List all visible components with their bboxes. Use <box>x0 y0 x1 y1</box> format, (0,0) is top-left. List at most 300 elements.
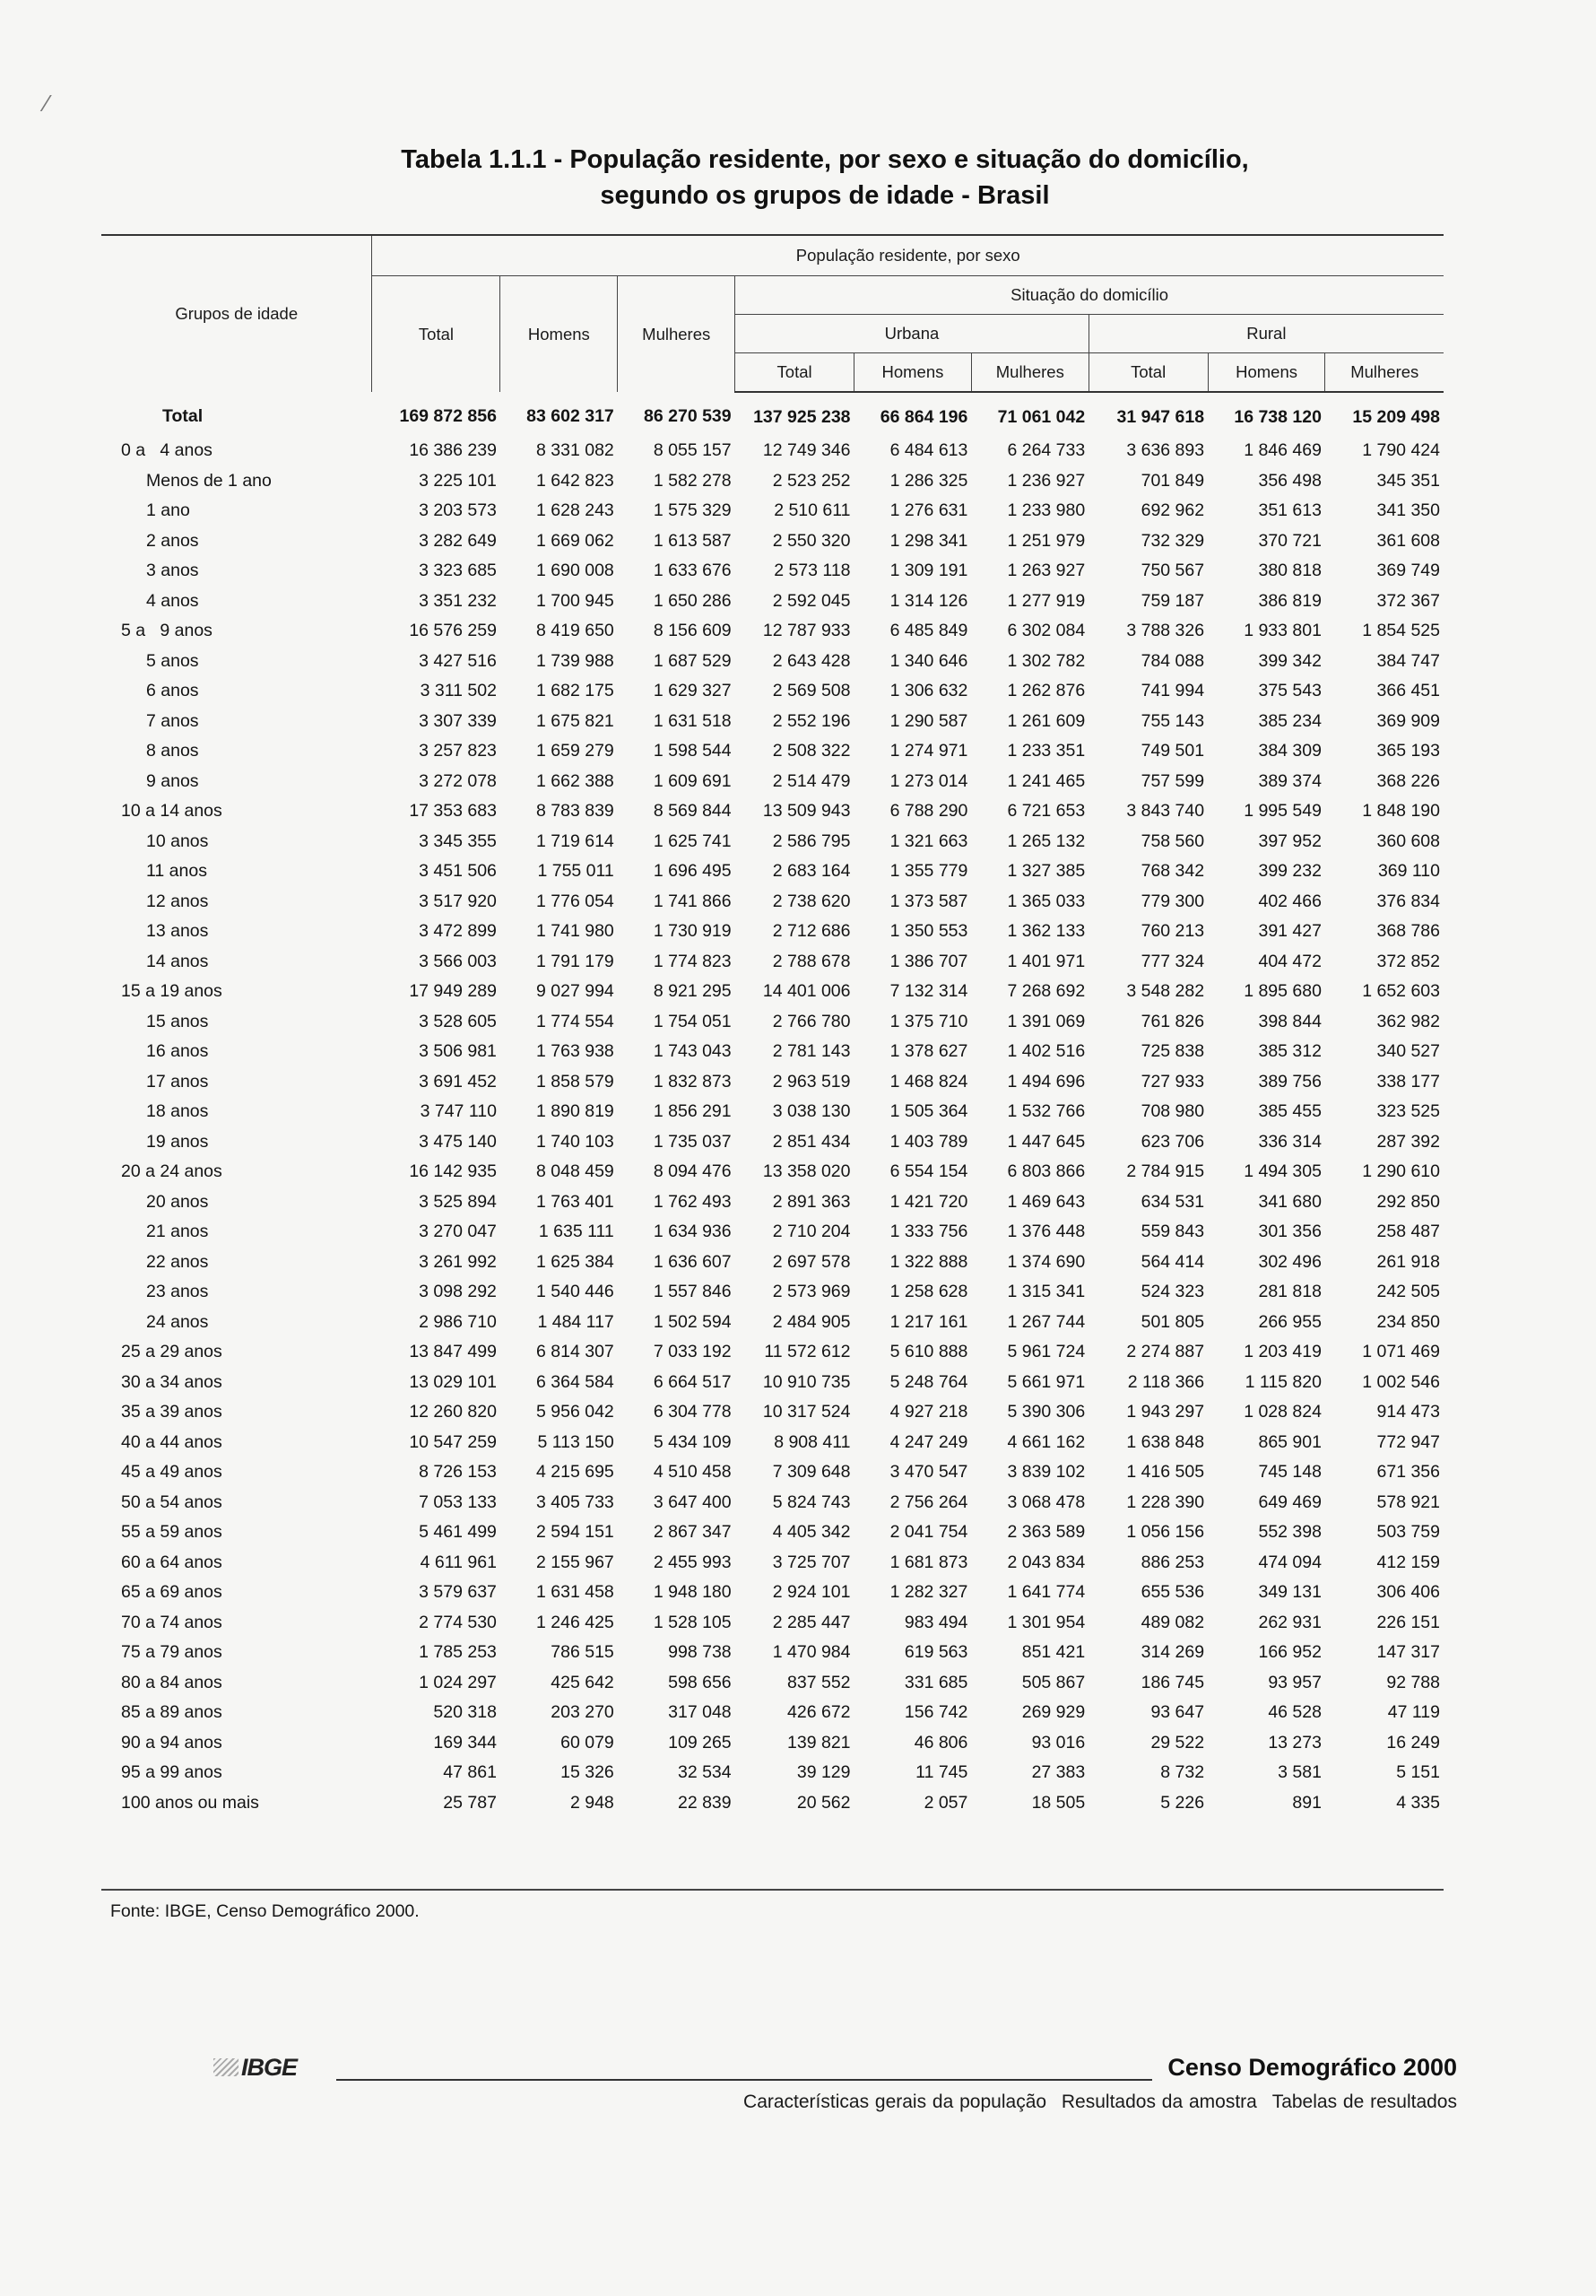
cell-urbana-mulheres: 1 532 766 <box>1007 1101 1086 1122</box>
page-title <box>0 142 1596 213</box>
cell-urbana-total: 2 586 795 <box>772 831 851 851</box>
cell-rural-homens: 13 273 <box>1268 1732 1322 1752</box>
cell-rural-homens: 1 115 820 <box>1245 1371 1322 1392</box>
cell-total: 3 282 649 <box>419 530 497 551</box>
cell-rural-homens: 1 995 549 <box>1244 801 1322 822</box>
cell-total: 17 949 289 <box>409 981 497 1002</box>
cell-urbana-homens: 1 333 756 <box>889 1222 968 1242</box>
cell-urbana-mulheres: 1 469 643 <box>1007 1191 1086 1212</box>
cell-total: 5 461 499 <box>419 1522 497 1543</box>
cell-urbana-homens: 2 041 754 <box>889 1522 968 1543</box>
cell-rural-mulheres: 368 786 <box>1376 921 1440 942</box>
table-row <box>101 1037 1444 1067</box>
age-group-label: 85 a 89 anos <box>121 1702 222 1723</box>
table-row <box>101 1578 1444 1608</box>
cell-urbana-total: 2 643 428 <box>772 650 851 671</box>
cell-rural-mulheres: 503 759 <box>1376 1522 1440 1543</box>
cell-urbana-homens: 1 386 707 <box>889 951 968 971</box>
header-urbana: Urbana <box>735 315 1089 353</box>
cell-homens: 8 048 459 <box>536 1161 614 1182</box>
cell-rural-homens: 384 309 <box>1258 741 1322 761</box>
cell-rural-total: 2 118 366 <box>1127 1371 1205 1392</box>
cell-urbana-total: 14 401 006 <box>762 981 851 1002</box>
cell-rural-mulheres: 242 505 <box>1376 1282 1440 1302</box>
cell-rural-total: 1 943 297 <box>1126 1402 1205 1422</box>
cell-total: 4 611 961 <box>420 1552 497 1572</box>
cell-rural-homens: 1 933 801 <box>1244 621 1322 641</box>
cell-homens: 1 791 179 <box>536 951 614 971</box>
cell-mulheres: 1 832 873 <box>653 1071 732 1091</box>
cell-homens: 9 027 994 <box>536 981 614 1002</box>
cell-rural-homens: 1 028 824 <box>1244 1402 1322 1422</box>
cell-rural-total: 750 567 <box>1141 561 1205 581</box>
cell-urbana-mulheres: 6 264 733 <box>1007 440 1086 461</box>
table-row <box>101 1007 1444 1038</box>
cell-mulheres: 1 687 529 <box>653 650 732 671</box>
cell-mulheres: 2 867 347 <box>653 1522 732 1543</box>
table-row <box>101 436 1444 466</box>
cell-homens: 1 659 279 <box>536 741 614 761</box>
cell-mulheres: 8 094 476 <box>653 1161 732 1182</box>
table-row-total <box>101 392 1444 436</box>
cell-rural-total: 564 414 <box>1141 1251 1205 1272</box>
cell-urbana-homens: 331 685 <box>904 1672 968 1692</box>
cell-urbana-homens: 1 350 553 <box>889 921 968 942</box>
cell-total: 3 307 339 <box>419 710 497 731</box>
cell-rural-total: 886 253 <box>1141 1552 1205 1572</box>
cell-rural-homens: 336 314 <box>1258 1131 1322 1152</box>
cell-urbana-mulheres: 1 365 033 <box>1007 891 1086 911</box>
cell-total: 3 257 823 <box>419 741 497 761</box>
table-row <box>101 1277 1444 1308</box>
cell-mulheres: 317 048 <box>668 1702 732 1723</box>
cell-homens: 5 956 042 <box>536 1402 614 1422</box>
cell-urbana-homens: 5 248 764 <box>889 1371 968 1392</box>
age-group-label: 2 anos <box>146 530 199 551</box>
cell-total: 17 353 683 <box>409 801 497 822</box>
cell-rural-homens: 302 496 <box>1258 1251 1322 1272</box>
cell-rural-total: 759 187 <box>1141 590 1205 611</box>
cell-urbana-homens: 1 375 710 <box>889 1011 968 1031</box>
cell-homens: 2 948 <box>569 1792 614 1813</box>
cell-urbana-mulheres: 505 867 <box>1021 1672 1086 1692</box>
header-urbana-mulheres: Mulheres <box>971 353 1089 393</box>
cell-rural-homens: 389 374 <box>1258 770 1322 791</box>
cell-rural-total: 31 947 618 <box>1116 406 1205 427</box>
cell-total: 3 225 101 <box>419 470 497 491</box>
cell-rural-mulheres: 261 918 <box>1376 1251 1440 1272</box>
cell-rural-total: 768 342 <box>1141 861 1205 882</box>
cell-rural-mulheres: 1 290 610 <box>1362 1161 1440 1182</box>
cell-rural-mulheres: 372 852 <box>1376 951 1440 971</box>
cell-homens: 1 763 401 <box>536 1191 614 1212</box>
cell-total: 16 386 239 <box>409 440 497 461</box>
age-group-label: 19 anos <box>146 1131 209 1152</box>
cell-urbana-total: 2 683 164 <box>772 861 851 882</box>
cell-rural-homens: 385 455 <box>1258 1101 1322 1122</box>
age-group-label: 65 a 69 anos <box>121 1582 222 1603</box>
cell-rural-mulheres: 323 525 <box>1376 1101 1440 1122</box>
cell-homens: 2 594 151 <box>536 1522 614 1543</box>
cell-urbana-total: 2 573 118 <box>774 561 851 581</box>
cell-mulheres: 1 856 291 <box>653 1101 732 1122</box>
header-mulheres: Mulheres <box>618 276 735 393</box>
cell-rural-mulheres: 341 350 <box>1376 500 1440 521</box>
cell-urbana-total: 4 405 342 <box>772 1522 851 1543</box>
cell-urbana-homens: 1 373 587 <box>889 891 968 911</box>
table-row <box>101 707 1444 737</box>
cell-mulheres: 998 738 <box>668 1642 732 1663</box>
cell-urbana-homens: 3 470 547 <box>889 1462 968 1483</box>
table-row <box>101 1248 1444 1278</box>
cell-urbana-homens: 6 554 154 <box>889 1161 968 1182</box>
cell-rural-homens: 389 756 <box>1258 1071 1322 1091</box>
cell-mulheres: 1 735 037 <box>653 1131 732 1152</box>
cell-mulheres: 1 528 105 <box>653 1612 732 1632</box>
table-row <box>101 767 1444 797</box>
cell-urbana-homens: 11 745 <box>915 1762 968 1783</box>
cell-urbana-mulheres: 1 315 341 <box>1007 1282 1086 1302</box>
cell-rural-total: 2 784 915 <box>1126 1161 1205 1182</box>
cell-urbana-mulheres: 1 267 744 <box>1007 1311 1086 1332</box>
cell-homens: 15 326 <box>560 1762 614 1783</box>
cell-rural-homens: 397 952 <box>1258 831 1322 851</box>
cell-homens: 1 540 446 <box>536 1282 614 1302</box>
table-row <box>101 1728 1444 1759</box>
cell-rural-mulheres: 1 848 190 <box>1362 801 1440 822</box>
cell-rural-homens: 385 312 <box>1258 1041 1322 1062</box>
age-group-label: 1 ano <box>146 500 190 521</box>
table-row <box>101 616 1444 647</box>
cell-urbana-homens: 1 274 971 <box>889 741 968 761</box>
cell-urbana-mulheres: 269 929 <box>1021 1702 1086 1723</box>
cell-homens: 8 331 082 <box>536 440 614 461</box>
cell-rural-total: 779 300 <box>1141 891 1205 911</box>
cell-rural-homens: 341 680 <box>1258 1191 1322 1212</box>
header-total: Total <box>372 276 500 393</box>
age-group-label: 6 anos <box>146 681 199 701</box>
cell-urbana-mulheres: 3 068 478 <box>1007 1492 1086 1512</box>
age-group-label: 20 a 24 anos <box>121 1161 222 1182</box>
cell-urbana-homens: 1 286 325 <box>889 470 968 491</box>
cell-rural-homens: 375 543 <box>1258 681 1322 701</box>
cell-urbana-homens: 1 505 364 <box>889 1101 968 1122</box>
cell-urbana-homens: 1 276 631 <box>889 500 968 521</box>
cell-rural-mulheres: 372 367 <box>1376 590 1440 611</box>
table-row <box>101 947 1444 978</box>
cell-rural-total: 1 228 390 <box>1126 1492 1205 1512</box>
cell-rural-mulheres: 4 335 <box>1396 1792 1440 1813</box>
cell-rural-mulheres: 1 652 603 <box>1362 981 1440 1002</box>
cell-urbana-total: 137 925 238 <box>753 406 851 427</box>
cell-urbana-total: 39 129 <box>796 1762 851 1783</box>
cell-mulheres: 1 948 180 <box>653 1582 732 1603</box>
cell-total: 169 344 <box>433 1732 497 1752</box>
age-group-label: 3 anos <box>146 561 199 581</box>
cell-total: 3 270 047 <box>419 1222 497 1242</box>
cell-urbana-homens: 1 298 341 <box>889 530 968 551</box>
cell-urbana-total: 426 672 <box>787 1702 851 1723</box>
cell-rural-total: 501 805 <box>1141 1311 1205 1332</box>
cell-urbana-mulheres: 18 505 <box>1031 1792 1086 1813</box>
cell-total: 3 517 920 <box>419 891 497 911</box>
cell-urbana-total: 2 573 969 <box>772 1282 851 1302</box>
cell-urbana-homens: 1 258 628 <box>889 1282 968 1302</box>
cell-rural-homens: 356 498 <box>1258 470 1322 491</box>
age-group-label: 100 anos ou mais <box>121 1792 259 1813</box>
cell-homens: 203 270 <box>551 1702 614 1723</box>
cell-urbana-total: 2 781 143 <box>772 1041 851 1062</box>
cell-total: 25 787 <box>443 1792 497 1813</box>
cell-rural-homens: 398 844 <box>1258 1011 1322 1031</box>
cell-homens: 4 215 695 <box>536 1462 614 1483</box>
cell-urbana-homens: 6 484 613 <box>889 440 968 461</box>
cell-mulheres: 1 631 518 <box>653 710 732 731</box>
age-group-label: 25 a 29 anos <box>121 1342 222 1362</box>
cell-urbana-homens: 156 742 <box>904 1702 968 1723</box>
cell-mulheres: 1 575 329 <box>653 500 732 521</box>
cell-rural-mulheres: 1 002 546 <box>1362 1371 1440 1392</box>
cell-homens: 1 625 384 <box>536 1251 614 1272</box>
age-group-label: 21 anos <box>146 1222 209 1242</box>
cell-homens: 786 515 <box>551 1642 614 1663</box>
cell-rural-total: 93 647 <box>1150 1702 1205 1723</box>
age-group-label: 30 a 34 anos <box>121 1371 222 1392</box>
table-row <box>101 1698 1444 1728</box>
cell-rural-total: 186 745 <box>1141 1672 1205 1692</box>
cell-total: 3 506 981 <box>419 1041 497 1062</box>
cell-urbana-total: 2 851 434 <box>772 1131 851 1152</box>
cell-urbana-homens: 1 421 720 <box>889 1191 968 1212</box>
cell-rural-homens: 281 818 <box>1258 1282 1322 1302</box>
cell-urbana-homens: 1 322 888 <box>889 1251 968 1272</box>
table-row <box>101 1217 1444 1248</box>
cell-total: 3 427 516 <box>419 650 497 671</box>
table-row <box>101 1308 1444 1338</box>
cell-urbana-mulheres: 1 277 919 <box>1007 590 1086 611</box>
cell-rural-total: 2 274 887 <box>1126 1342 1205 1362</box>
age-group-label: 35 a 39 anos <box>121 1402 222 1422</box>
cell-rural-mulheres: 369 909 <box>1376 710 1440 731</box>
header-urbana-total: Total <box>735 353 854 393</box>
cell-urbana-homens: 4 927 218 <box>889 1402 968 1422</box>
cell-total: 10 547 259 <box>409 1431 497 1452</box>
cell-urbana-total: 2 697 578 <box>772 1251 851 1272</box>
table-row <box>101 587 1444 617</box>
cell-urbana-total: 2 484 905 <box>772 1311 851 1332</box>
cell-rural-mulheres: 412 159 <box>1376 1552 1440 1572</box>
cell-urbana-total: 2 924 101 <box>772 1582 851 1603</box>
header-rural-mulheres: Mulheres <box>1325 353 1444 393</box>
table-row <box>101 1067 1444 1098</box>
cell-urbana-total: 8 908 411 <box>774 1431 851 1452</box>
table-row <box>101 676 1444 707</box>
age-group-label: 10 anos <box>146 831 209 851</box>
cell-urbana-total: 2 712 686 <box>772 921 851 942</box>
cell-mulheres: 1 633 676 <box>653 561 732 581</box>
cell-homens: 1 700 945 <box>536 590 614 611</box>
cell-urbana-homens: 1 378 627 <box>889 1041 968 1062</box>
cell-rural-homens: 370 721 <box>1258 530 1322 551</box>
cell-rural-mulheres: 671 356 <box>1376 1462 1440 1483</box>
cell-rural-homens: 16 738 120 <box>1234 406 1322 427</box>
age-group-label: 22 anos <box>146 1251 209 1272</box>
cell-total: 16 576 259 <box>409 621 497 641</box>
cell-rural-total: 784 088 <box>1141 650 1205 671</box>
header-age-groups: Grupos de idade <box>101 235 372 392</box>
cell-homens: 1 246 425 <box>536 1612 614 1632</box>
cell-urbana-total: 2 788 678 <box>772 951 851 971</box>
cell-mulheres: 1 502 594 <box>653 1311 732 1332</box>
header-rural-total: Total <box>1089 353 1208 393</box>
table-row <box>101 556 1444 587</box>
cell-urbana-homens: 66 864 196 <box>880 406 968 427</box>
cell-urbana-mulheres: 93 016 <box>1031 1732 1086 1752</box>
cell-total: 3 691 452 <box>419 1071 497 1091</box>
cell-rural-mulheres: 369 110 <box>1377 861 1440 882</box>
cell-rural-mulheres: 1 071 469 <box>1362 1342 1440 1362</box>
cell-rural-homens: 552 398 <box>1258 1522 1322 1543</box>
cell-mulheres: 22 839 <box>677 1792 732 1813</box>
table-row <box>101 1488 1444 1518</box>
cell-rural-homens: 351 613 <box>1258 500 1322 521</box>
cell-homens: 1 484 117 <box>537 1311 614 1332</box>
cell-urbana-total: 13 509 943 <box>762 801 851 822</box>
age-group-label: 13 anos <box>146 921 209 942</box>
cell-urbana-homens: 1 314 126 <box>889 590 968 611</box>
cell-total: 3 747 110 <box>420 1101 497 1122</box>
cell-homens: 1 628 243 <box>536 500 614 521</box>
table-row <box>101 1608 1444 1639</box>
age-group-label: Menos de 1 ano <box>146 470 272 491</box>
cell-rural-total: 741 994 <box>1141 681 1205 701</box>
cell-total: 3 272 078 <box>419 770 497 791</box>
cell-urbana-total: 5 824 743 <box>772 1492 851 1512</box>
cell-urbana-total: 2 285 447 <box>772 1612 851 1632</box>
cell-rural-mulheres: 340 527 <box>1376 1041 1440 1062</box>
table-row <box>101 1788 1444 1819</box>
cell-mulheres: 1 557 846 <box>653 1282 732 1302</box>
cell-homens: 83 602 317 <box>526 406 614 426</box>
cell-homens: 3 405 733 <box>536 1492 614 1512</box>
cell-urbana-homens: 6 788 290 <box>889 801 968 822</box>
cell-urbana-mulheres: 1 241 465 <box>1007 770 1086 791</box>
cell-urbana-mulheres: 1 494 696 <box>1007 1071 1086 1091</box>
header-homens: Homens <box>500 276 618 393</box>
cell-urbana-mulheres: 2 363 589 <box>1007 1522 1086 1543</box>
cell-urbana-total: 2 710 204 <box>772 1222 851 1242</box>
cell-mulheres: 1 650 286 <box>653 590 732 611</box>
cell-homens: 6 814 307 <box>536 1342 614 1362</box>
cell-homens: 8 419 650 <box>536 621 614 641</box>
cell-rural-total: 758 560 <box>1141 831 1205 851</box>
cell-urbana-mulheres: 1 233 351 <box>1007 741 1086 761</box>
cell-urbana-total: 2 963 519 <box>772 1071 851 1091</box>
cell-rural-homens: 891 <box>1292 1792 1322 1813</box>
cell-rural-mulheres: 306 406 <box>1376 1582 1440 1603</box>
cell-rural-homens: 391 427 <box>1258 921 1322 942</box>
ibge-logo <box>213 2054 297 2082</box>
table-row <box>101 1368 1444 1398</box>
cell-urbana-mulheres: 1 251 979 <box>1007 530 1086 551</box>
cell-urbana-homens: 1 282 327 <box>889 1582 968 1603</box>
cell-mulheres: 1 743 043 <box>653 1041 732 1062</box>
cell-rural-total: 755 143 <box>1141 710 1205 731</box>
cell-urbana-homens: 6 485 849 <box>889 621 968 641</box>
footer-subtitle-3: Tabelas de resultados <box>1271 2092 1457 2112</box>
age-group-label: 12 anos <box>146 891 209 911</box>
cell-urbana-homens: 983 494 <box>904 1612 968 1632</box>
cell-urbana-homens: 1 306 632 <box>889 681 968 701</box>
header-population-group: População residente, por sexo <box>372 235 1444 276</box>
table-row <box>101 796 1444 827</box>
cell-urbana-mulheres: 1 262 876 <box>1007 681 1086 701</box>
age-group-label: 70 a 74 anos <box>121 1612 222 1632</box>
age-group-label: 11 anos <box>146 861 207 882</box>
age-group-label: 20 anos <box>146 1191 209 1212</box>
cell-rural-total: 708 980 <box>1141 1101 1205 1122</box>
age-group-label: 45 a 49 anos <box>121 1462 222 1483</box>
cell-homens: 1 776 054 <box>536 891 614 911</box>
table-header <box>101 235 1444 392</box>
cell-mulheres: 1 636 607 <box>653 1251 732 1272</box>
cell-total: 1 024 297 <box>419 1672 497 1692</box>
cell-rural-mulheres: 365 193 <box>1376 741 1440 761</box>
cell-mulheres: 1 741 866 <box>653 891 732 911</box>
cell-urbana-total: 139 821 <box>787 1732 851 1752</box>
cell-rural-mulheres: 366 451 <box>1376 681 1440 701</box>
cell-urbana-homens: 2 756 264 <box>889 1492 968 1512</box>
cell-rural-homens: 349 131 <box>1258 1582 1322 1603</box>
ibge-logo-icon <box>213 2058 239 2076</box>
cell-rural-total: 727 933 <box>1141 1071 1205 1091</box>
cell-rural-homens: 402 466 <box>1258 891 1322 911</box>
cell-urbana-mulheres: 71 061 042 <box>997 406 1086 427</box>
cell-total: 16 142 935 <box>409 1161 497 1182</box>
cell-total: 1 785 253 <box>419 1642 497 1663</box>
cell-homens: 1 669 062 <box>536 530 614 551</box>
cell-homens: 1 739 988 <box>536 650 614 671</box>
cell-total: 47 861 <box>443 1762 497 1783</box>
cell-mulheres: 2 455 993 <box>653 1552 732 1572</box>
header-urbana-homens: Homens <box>854 353 972 393</box>
table-row <box>101 1758 1444 1788</box>
age-group-label: 24 anos <box>146 1311 209 1332</box>
cell-urbana-homens: 1 355 779 <box>889 861 968 882</box>
cell-homens: 1 631 458 <box>536 1582 614 1603</box>
cell-urbana-total: 10 317 524 <box>762 1402 851 1422</box>
age-group-label: 7 anos <box>146 710 199 731</box>
cell-homens: 1 740 103 <box>536 1131 614 1152</box>
cell-rural-total: 692 962 <box>1141 500 1205 521</box>
cell-urbana-mulheres: 1 641 774 <box>1007 1582 1086 1603</box>
footer-publication: Censo Demográfico 2000 <box>1167 2054 1457 2081</box>
age-group-label: 60 a 64 anos <box>121 1552 222 1572</box>
cell-rural-mulheres: 362 982 <box>1376 1011 1440 1031</box>
cell-total: 3 098 292 <box>419 1282 497 1302</box>
cell-total: 3 261 992 <box>419 1251 497 1272</box>
cell-urbana-homens: 1 217 161 <box>889 1311 968 1332</box>
cell-homens: 425 642 <box>551 1672 614 1692</box>
cell-rural-homens: 93 957 <box>1268 1672 1322 1692</box>
age-group-label: 15 a 19 anos <box>121 981 222 1002</box>
table-row <box>101 977 1444 1007</box>
age-group-label: 18 anos <box>146 1101 209 1122</box>
cell-mulheres: 7 033 192 <box>653 1342 732 1362</box>
age-group-label: 90 a 94 anos <box>121 1732 222 1752</box>
cell-rural-homens: 301 356 <box>1258 1222 1322 1242</box>
cell-rural-homens: 380 818 <box>1258 561 1322 581</box>
